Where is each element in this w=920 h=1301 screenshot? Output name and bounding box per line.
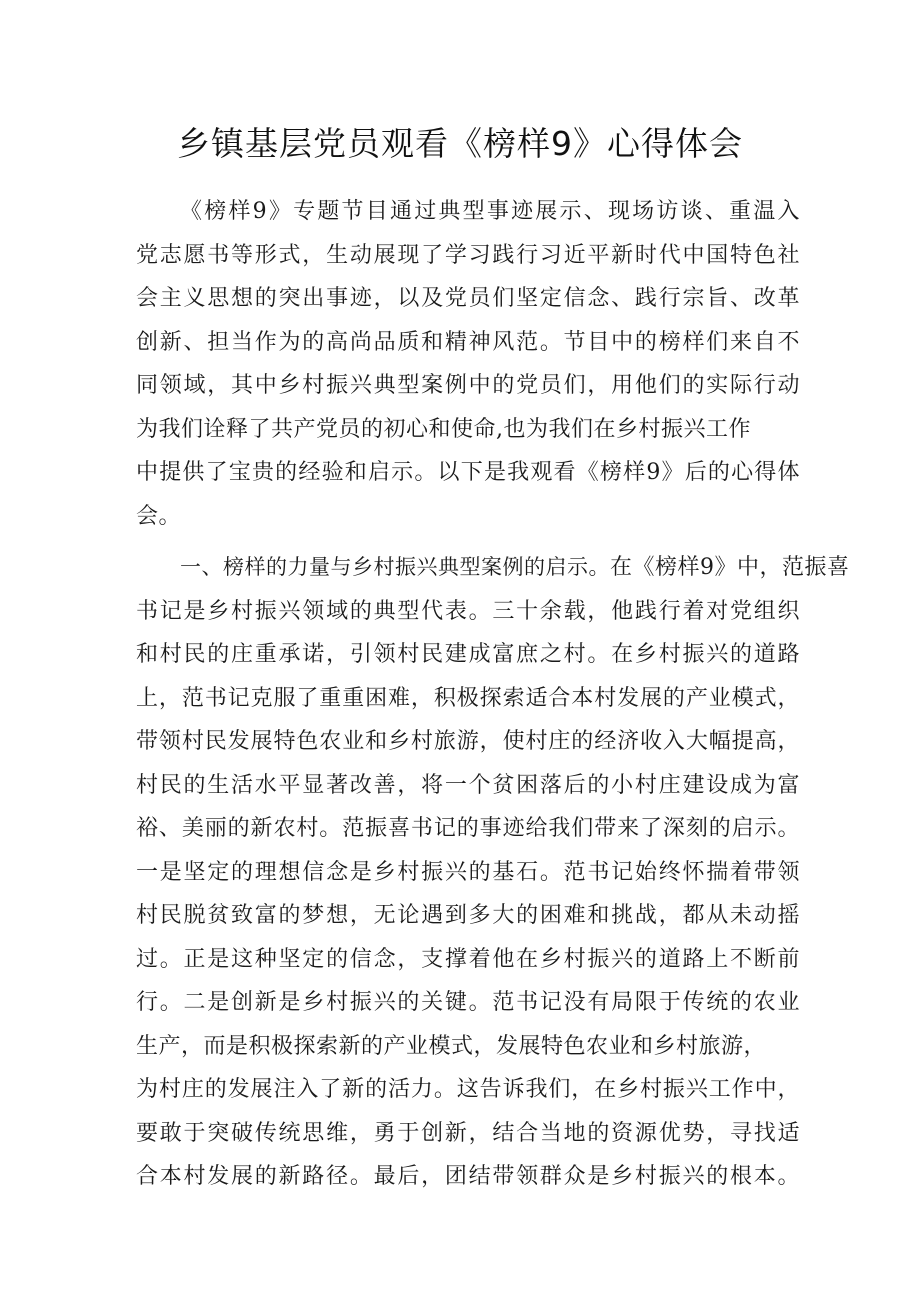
text-line: 村民的生活水平显著改善，将一个贫困落后的小村庄建设成为富	[136, 772, 800, 798]
text-line: 书记是乡村振兴领域的典型代表。三十余载，他践行着对党组织	[136, 598, 800, 624]
text-line: 《榜样9》专题节目通过典型事迹展示、现场访谈、重温入	[180, 199, 800, 224]
section-heading-line	[136, 546, 850, 590]
text-line: 同领域，其中乡村振兴典型案例中的党员们，用他们的实际行动	[136, 373, 800, 398]
text-line: 过。正是这种坚定的信念，支撑着他在乡村振兴的道路上不断前	[136, 946, 800, 972]
text-line: 要敢于突破传统思维，勇于创新，结合当地的资源优势，寻找适	[136, 1120, 800, 1146]
text-line: 带领村民发展特色农业和乡村旅游，使村庄的经济收入大幅提高，	[136, 729, 800, 754]
section-heading: 一、榜样的力量与乡村振兴典型案例的启示。	[180, 555, 610, 579]
text-fragment: 在《榜样9》中，范振喜	[610, 555, 850, 580]
text-line: 合本村发展的新路径。最后，团结带领群众是乡村振兴的根本。	[136, 1164, 800, 1189]
text-line: 为村庄的发展注入了新的活力。这告诉我们，在乡村振兴工作中，	[136, 1077, 800, 1102]
text-line: 会主义思想的突出事迹，以及党员们坚定信念、践行宗旨、改革	[136, 286, 800, 311]
text-line: 会。	[136, 503, 182, 529]
document-body	[136, 190, 850, 1199]
text-line: 党志愿书等形式，生动展现了学习践行习近平新时代中国特色社	[136, 242, 800, 268]
text-line: 和村民的庄重承诺，引领村民建成富庶之村。在乡村振兴的道路	[136, 642, 800, 667]
text-line: 上，范书记克服了重重困难，积极探索适合本村发展的产业模式，	[136, 685, 800, 711]
text-line: 为我们诠释了共产党员的初心和使命,也为我们在乡村振兴工作	[136, 416, 751, 442]
text-line: 一是坚定的理想信念是乡村振兴的基石。范书记始终怀揣着带领	[136, 859, 800, 885]
text-line: 创新、担当作为的高尚品质和精神风范。节目中的榜样们来自不	[136, 329, 800, 355]
text-line: 中提供了宝贵的经验和启示。以下是我观看《榜样9》后的心得体	[136, 460, 800, 485]
text-line: 裕、美丽的新农村。范振喜书记的事迹给我们带来了深刻的启示。	[136, 816, 800, 841]
text-line: 行。二是创新是乡村振兴的关键。范书记没有局限于传统的农业	[136, 990, 800, 1015]
document-title: 乡镇基层党员观看《榜样9》心得体会	[177, 124, 743, 163]
text-line: 生产，而是积极探索新的产业模式，发展特色农业和乡村旅游，	[136, 1033, 767, 1059]
text-line: 村民脱贫致富的梦想，无论遇到多大的困难和挑战，都从未动摇	[136, 903, 800, 928]
